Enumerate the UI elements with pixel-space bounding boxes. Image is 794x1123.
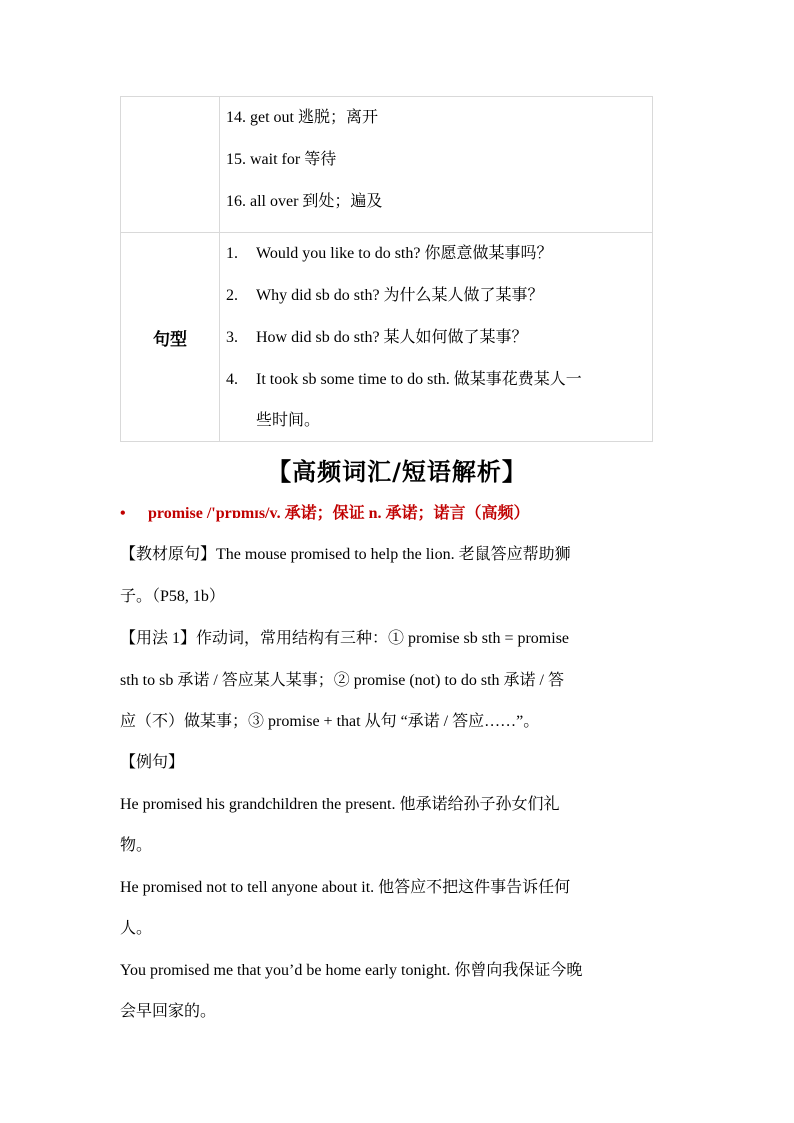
section-heading: 【高频词汇/短语解析】	[267, 458, 527, 486]
example-line: 会早回家的。	[120, 1003, 217, 1020]
example-line: 物。	[120, 837, 153, 854]
example-line: He promised his grandchildren the present. 他承诺给孙子孙女们礼	[120, 795, 560, 813]
sentence-item	[226, 284, 652, 308]
sentences-cell	[220, 233, 653, 442]
text-line: 【用法 1】作动词，常用结构有三种：① promise sb sth = promise	[120, 630, 570, 647]
phrase-item: 14. get out 逃脱；离开	[226, 109, 378, 126]
example-line: He promised not to tell anyone about it. 他答应不把这件事告诉任何	[120, 878, 571, 896]
vocab-table	[120, 96, 653, 442]
text-line: 【教材原句】The mouse promised to help the lion. 老鼠答应帮助狮	[120, 546, 571, 563]
text-line: 子。（P58, 1b）	[120, 587, 225, 605]
sentence-number: 1.	[226, 245, 238, 262]
word-entry-text: promise /'prɒmɪs/v. 承诺；保证 n. 承诺；诺言（高频）	[148, 505, 530, 522]
empty-label-cell	[121, 97, 220, 233]
sentence-item	[226, 368, 652, 392]
sentence-pattern-label: 句型	[121, 233, 220, 442]
phrases-row	[121, 97, 653, 233]
textbook-source	[120, 543, 680, 626]
sentence-text: How did sb do sth? 某人如何做了某事？	[256, 329, 528, 346]
examples-label: 【例句】	[120, 754, 185, 771]
phrases-cell	[220, 97, 653, 233]
word-entry	[120, 502, 680, 526]
text-line: 应（不）做某事；③ promise + that 从句 “承诺 / 答应……”。	[120, 713, 540, 730]
sentence-continuation: 些时间。	[256, 412, 321, 429]
sentence-text: Why did sb do sth? 为什么某人做了某事？	[256, 287, 544, 304]
sentence-item	[226, 326, 652, 350]
sentence-text: It took sb some time to do sth. 做某事花费某人一	[256, 371, 582, 388]
sentence-number: 4.	[226, 371, 238, 388]
examples	[120, 751, 680, 1042]
phrase-item: 15. wait for 等待	[226, 151, 337, 168]
text-line: sth to sb 承诺 / 答应某人某事；② promise (not) to do sth 承诺 / 答	[120, 671, 565, 689]
sentence-item	[226, 242, 652, 266]
phrase-item: 16. all over 到处；遍及	[226, 193, 383, 210]
sentence-number: 2.	[226, 287, 238, 304]
sentences-row	[121, 233, 653, 442]
bullet-icon: •	[120, 505, 126, 522]
example-line: You promised me that you’d be home early tonight. 你曾向我保证今晚	[120, 961, 583, 979]
sentence-text: Would you like to do sth? 你愿意做某事吗？	[256, 245, 553, 262]
sentence-number: 3.	[226, 329, 238, 346]
example-line: 人。	[120, 920, 153, 937]
usage-1	[120, 627, 680, 752]
